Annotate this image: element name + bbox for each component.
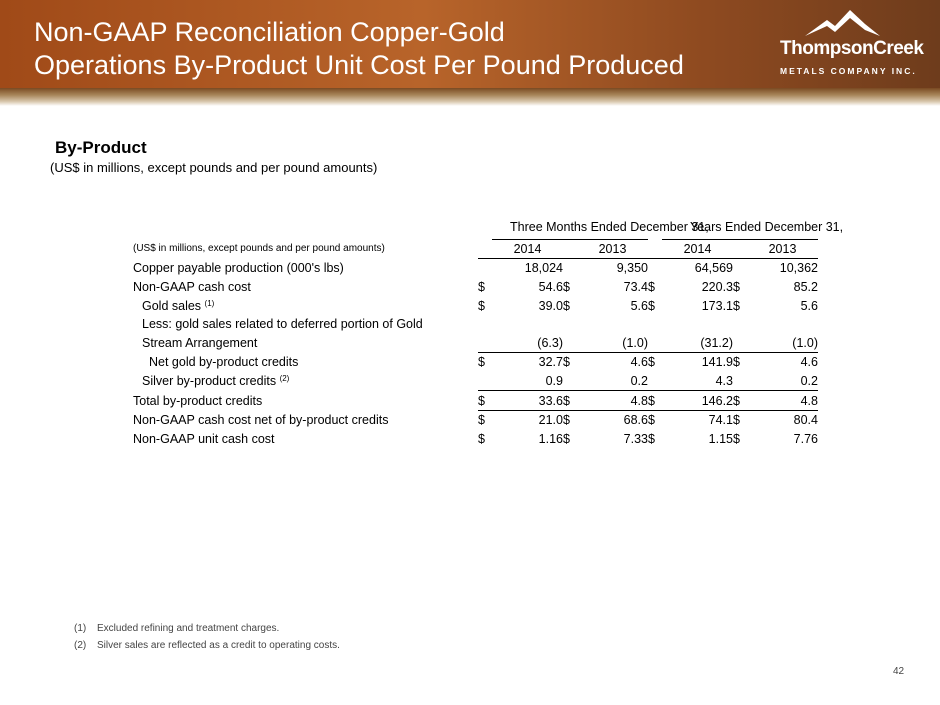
table-row: Total by-product credits $ 33.6 $ 4.8 $ 146.2 $ 4.8 xyxy=(133,391,818,411)
cell-value: 4.8 xyxy=(577,391,648,411)
slide-title xyxy=(34,16,754,82)
cell-value: 10,362 xyxy=(779,261,818,276)
footnote-ref: (1) xyxy=(204,298,215,308)
table-row xyxy=(133,259,818,278)
row-label: Non-GAAP unit cash cost xyxy=(133,431,275,446)
cell-value: (6.3) xyxy=(492,334,563,353)
cell-value: 21.0 xyxy=(538,413,563,428)
cell-value: 141.9 xyxy=(701,355,733,370)
cell-value: 73.4 xyxy=(623,280,648,295)
table-row: Non-GAAP unit cash cost $ 1.16 $ 7.33 $ 1.15 $ 7.76 xyxy=(133,430,818,449)
table-row: Non-GAAP cash cost net of by-product credits $ 21.0 $ 68.6 $ 74.1 $ 80.4 xyxy=(133,410,818,429)
units-label: (US$ in millions, except pounds and per pound amounts) xyxy=(133,243,385,255)
table-row xyxy=(133,372,818,391)
cell-value: 173.1 xyxy=(701,298,733,313)
table-row xyxy=(133,334,818,353)
title-line-2: Operations By-Product Unit Cost Per Pound Produced xyxy=(34,50,684,80)
cell-value: 18,024 xyxy=(524,261,563,276)
cell-value: 5.6 xyxy=(630,298,648,313)
cell-value: 32.7 xyxy=(538,355,563,370)
banner-fade xyxy=(0,88,940,106)
row-label: Non-GAAP cash cost net of by-product credits xyxy=(133,412,389,427)
logo-wordmark: ThompsonCreek xyxy=(780,38,924,59)
row-label-line1: Less: gold sales related to deferred portion of Gold xyxy=(142,317,423,332)
cell-value: 68.6 xyxy=(623,413,648,428)
cell-value: 80.4 xyxy=(793,413,818,428)
cell-value: 146.2 xyxy=(662,391,733,411)
page-number: 42 xyxy=(893,666,905,677)
title-line-1: Non-GAAP Reconciliation Copper-Gold xyxy=(34,17,505,47)
cell-value: 1.15 xyxy=(708,431,733,446)
mountain-icon xyxy=(805,8,880,38)
footnote: (1) Excluded refining and treatment charges. xyxy=(74,623,280,634)
cell-value: 1.16 xyxy=(538,431,563,446)
group-header-years: Years Ended December 31, xyxy=(662,218,818,239)
cell-value: 4.3 xyxy=(662,372,733,391)
table-row xyxy=(133,315,818,334)
table-row: Non-GAAP cash cost $ 54.6 $ 73.4 $ 220.3 $ 85.2 xyxy=(133,278,818,297)
cell-value: 39.0 xyxy=(538,298,563,313)
year-header: 2014 xyxy=(492,239,563,259)
footnote-ref: (2) xyxy=(279,374,290,384)
row-label-line2: Stream Arrangement xyxy=(142,336,258,351)
cell-value: 33.6 xyxy=(492,391,563,411)
cell-value: 5.6 xyxy=(800,298,818,313)
group-header-three-months: Three Months Ended December 31, xyxy=(492,218,648,239)
group-header-row xyxy=(133,218,818,239)
cell-value: 4.6 xyxy=(800,355,818,370)
row-label: Net gold by-product credits xyxy=(149,355,299,370)
cell-value: 220.3 xyxy=(701,280,733,295)
row-label: Total by-product credits xyxy=(133,393,263,408)
reconciliation-table xyxy=(133,218,844,448)
cell-value: 9,350 xyxy=(616,261,648,276)
cell-value: (1.0) xyxy=(747,334,818,353)
cell-value: 7.76 xyxy=(793,431,818,446)
company-logo xyxy=(770,8,924,88)
footnotes xyxy=(74,620,340,654)
cell-value: 74.1 xyxy=(708,413,733,428)
section-subtitle: (US$ in millions, except pounds and per pound amounts) xyxy=(50,160,378,175)
year-header: 2014 xyxy=(662,239,733,259)
cell-value: (1.0) xyxy=(577,334,648,353)
logo-subtitle: METALS COMPANY INC. xyxy=(780,66,917,76)
footnote: (2) Silver sales are reflected as a credit to operating costs. xyxy=(74,640,340,651)
section-title: By-Product xyxy=(55,138,147,157)
cell-value: 85.2 xyxy=(793,280,818,295)
cell-value: 0.2 xyxy=(577,372,648,391)
row-label: Silver by-product credits $^{(2)}$ xyxy=(142,374,290,389)
row-label: Copper payable production (000's lbs) xyxy=(133,261,344,276)
cell-value: 64,569 xyxy=(694,261,733,276)
cell-value: 4.6 xyxy=(630,355,648,370)
year-header-row xyxy=(133,239,818,259)
cell-value: (31.2) xyxy=(662,334,733,353)
cell-value: 7.33 xyxy=(623,431,648,446)
table-row: Gold sales $^{(1)}$ $ 39.0 $ 5.6 $ 173.1 $ 5.6 xyxy=(133,296,818,315)
row-label: Gold sales $^{(1)}$ xyxy=(142,298,215,313)
cell-value: 0.9 xyxy=(492,372,563,391)
year-header: 2013 xyxy=(577,239,648,259)
table-row: Net gold by-product credits $ 32.7 $ 4.6 $ 141.9 $ 4.6 xyxy=(133,353,818,372)
cell-value: 0.2 xyxy=(747,372,818,391)
row-label: Non-GAAP cash cost xyxy=(133,280,251,295)
year-header: 2013 xyxy=(747,239,818,259)
cell-value: 54.6 xyxy=(538,280,563,295)
cell-value: 4.8 xyxy=(747,391,818,411)
